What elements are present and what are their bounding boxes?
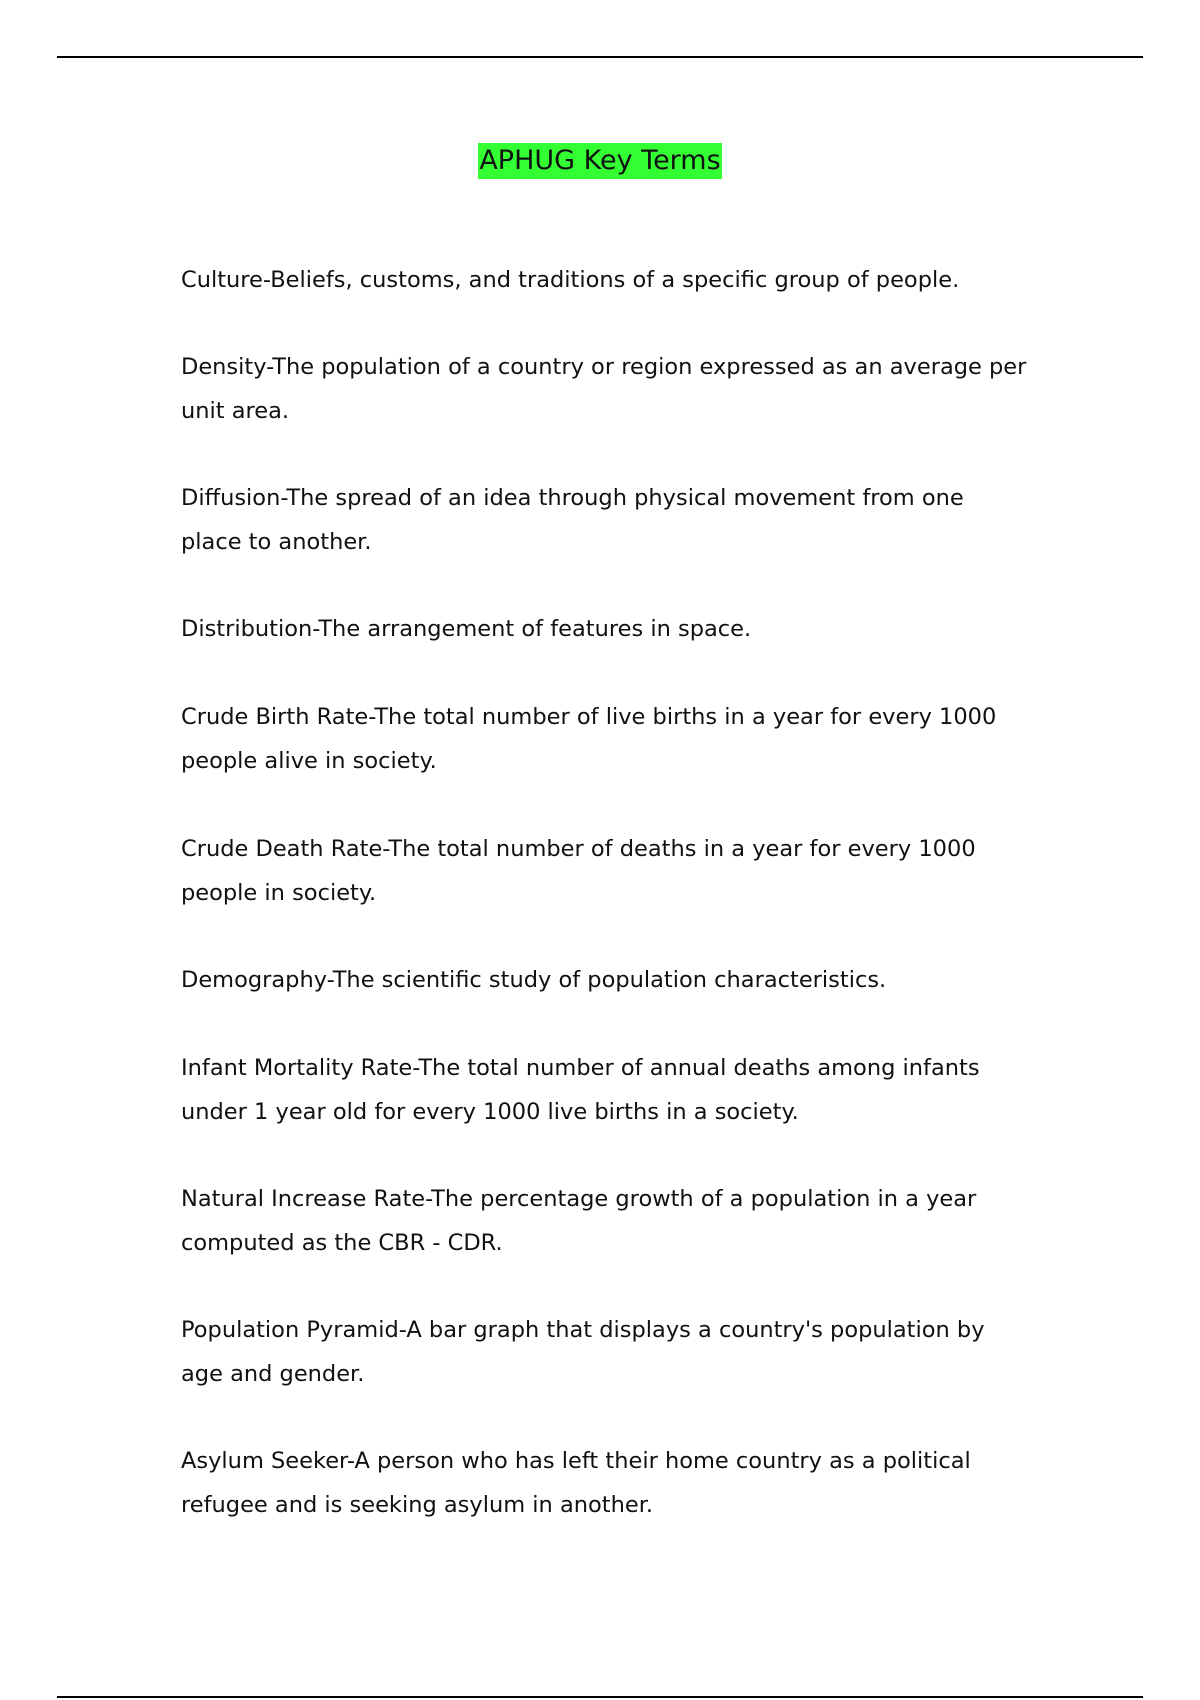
header-rule [57,56,1143,58]
term-natural-increase-rate: Natural Increase Rate-The percentage growth of a population in a year computed as the CBR - CDR. [181,1185,977,1256]
document-title: APHUG Key Terms [478,143,721,179]
term-diffusion: Diffusion-The spread of an idea through physical movement from one place to another. [181,484,964,555]
term-crude-birth-rate: Crude Birth Rate-The total number of live births in a year for every 1000 people alive in society. [181,703,997,774]
term-distribution: Distribution-The arrangement of features in space. [181,615,752,642]
term-asylum-seeker: Asylum Seeker-A person who has left their home country as a political refugee and is seeking asylum in another. [181,1447,971,1518]
term-culture: Culture-Beliefs, customs, and traditions of a specific group of people. [181,266,960,293]
term-crude-death-rate: Crude Death Rate-The total number of deaths in a year for every 1000 people in society. [181,835,976,906]
term-population-pyramid: Population Pyramid-A bar graph that displays a country's population by age and gender. [181,1316,985,1387]
term-infant-mortality-rate: Infant Mortality Rate-The total number of annual deaths among infants under 1 year old for every 1000 live births in a society. [181,1054,980,1125]
title-container [0,143,1200,179]
term-density: Density-The population of a country or region expressed as an average per unit area. [181,353,1027,424]
term-demography: Demography-The scientific study of population characteristics. [181,966,887,993]
footer-rule [57,1696,1143,1698]
